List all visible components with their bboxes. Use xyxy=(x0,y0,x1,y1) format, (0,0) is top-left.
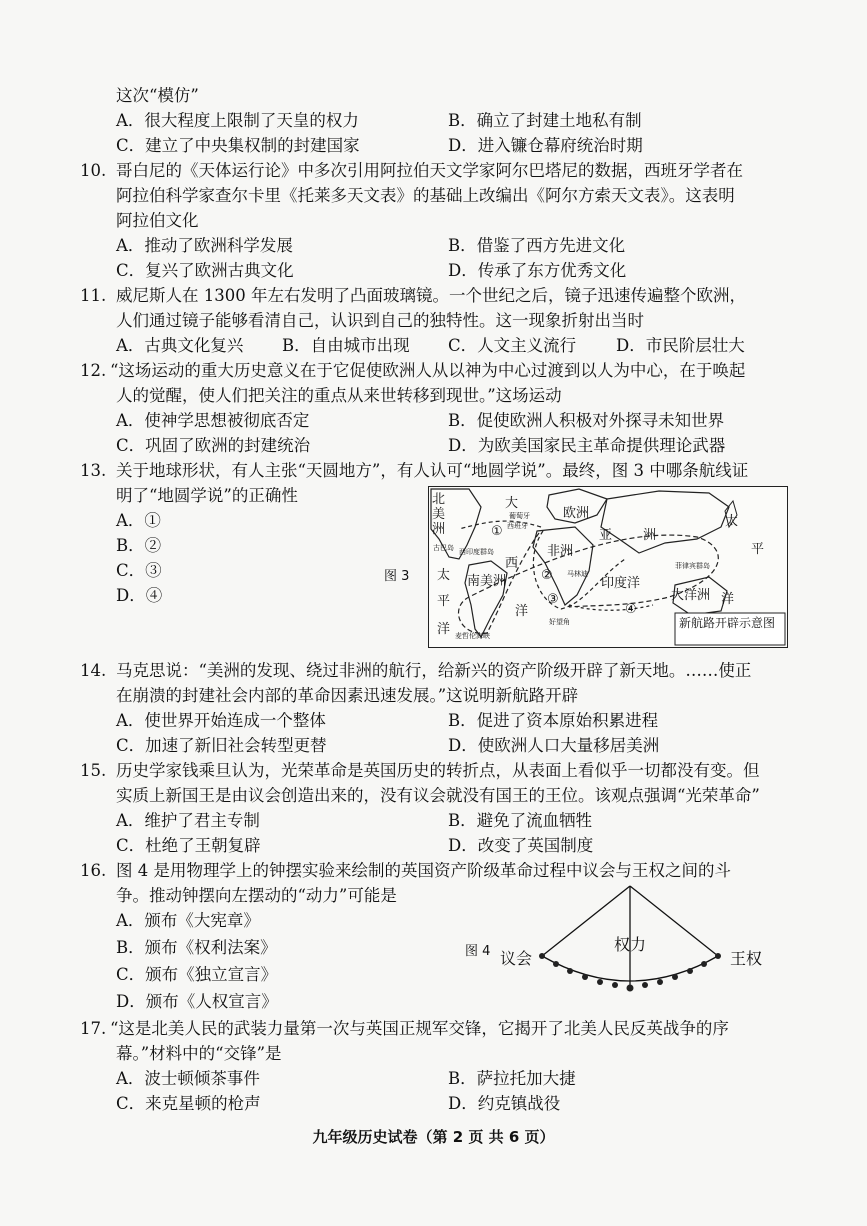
q10-line1: 哥白尼的《天体运行论》中多次引用阿拉伯天文学家阿尔巴塔尼的数据，西班牙学者在 xyxy=(116,161,743,180)
map-label-xi: 西 xyxy=(505,556,519,571)
q10-option-b: B．借鉴了西方先进文化 xyxy=(448,236,626,255)
map-label-taiping4: 平 xyxy=(437,594,451,609)
route-4-marker: ④ xyxy=(625,602,637,617)
map-label-yang2: 洋 xyxy=(437,622,451,637)
pendulum-drawing xyxy=(530,884,730,996)
q13-option-b: B．② xyxy=(116,536,162,555)
q10-number: 10. xyxy=(80,161,107,180)
q17-line1: “这是北美人民的武装力量第一次与英国正规军交锋，它揭开了北美人民反英战争的序 xyxy=(110,1019,729,1038)
map-label-north: 北 xyxy=(432,492,446,507)
map-label-africa: 非洲 xyxy=(547,544,574,559)
q13-number: 13. xyxy=(80,461,107,480)
map-label-asia2: 洲 xyxy=(643,528,657,543)
q13-option-d: D．④ xyxy=(116,586,163,605)
q11-option-b: B．自由城市出现 xyxy=(282,336,410,355)
map-label-portugal: 葡萄牙 xyxy=(509,512,530,520)
map-label-west-indies: 西印度群岛 xyxy=(459,548,494,556)
pendulum-top-label: 权力 xyxy=(614,935,647,954)
q11-option-a: A．古典文化复兴 xyxy=(116,336,244,355)
map-label-europe: 欧洲 xyxy=(563,506,590,521)
q16-option-a: A．颁布《大宪章》 xyxy=(116,911,260,930)
map-label-malindi: 马林迪 xyxy=(567,570,588,578)
q10-option-d: D．传承了东方优秀文化 xyxy=(448,261,627,280)
map-label-indian-ocean: 印度洋 xyxy=(601,576,641,591)
q16-line2: 争。推动钟摆向左摆动的“动力”可能是 xyxy=(116,886,397,905)
q14-line1: 马克思说：“美洲的发现、绕过非洲的航行，给新兴的资产阶级开辟了新天地。……使正 xyxy=(116,661,752,680)
q9-option-c: C．建立了中央集权制的封建国家 xyxy=(116,136,360,155)
q14-number: 14. xyxy=(80,661,107,680)
q16-line1: 图 4 是用物理学上的钟摆实验来绘制的英国资产阶级革命过程中议会与王权之间的斗 xyxy=(116,861,731,880)
map-label-cuba: 古巴岛 xyxy=(433,544,454,552)
q13-line1: 关于地球形状，有人主张“天圆地方”，有人认可“地圆学说”。最终，图 3 中哪条航线证 xyxy=(116,461,749,480)
map-label-mei: 美 xyxy=(432,507,446,522)
q12-option-b: B．促使欧洲人积极对外探寻未知世界 xyxy=(448,411,725,430)
q10-line3: 阿拉伯文化 xyxy=(116,211,199,230)
q9-stem-tail: 这次“模仿” xyxy=(116,86,199,105)
q17-number: 17. xyxy=(80,1019,107,1038)
q16-option-b: B．颁布《权利法案》 xyxy=(116,938,277,957)
route-2-marker: ② xyxy=(541,568,553,583)
q17-option-a: A．波士顿倾茶事件 xyxy=(116,1069,260,1088)
q17-option-c: C．来克星顿的枪声 xyxy=(116,1094,261,1113)
map-label-zhou: 洲 xyxy=(432,522,446,537)
map-label-south-america: 南美洲 xyxy=(467,574,507,589)
q12-line1: “这场运动的重大历史意义在于它促使欧洲人从以神为中心过渡到以人为中心，在于唤起 xyxy=(110,361,746,380)
q15-line1: 历史学家钱乘旦认为，光荣革命是英国历史的转折点，从表面上看似乎一切都没有变。但 xyxy=(116,761,760,780)
q13-option-c: C．③ xyxy=(116,561,162,580)
q17-option-b: B．萨拉托加大捷 xyxy=(448,1069,576,1088)
page-footer: 九年级历史试卷（第 2 页 共 6 页） xyxy=(312,1128,555,1146)
map-label-spain: 西班牙 xyxy=(507,522,528,530)
map-label-oceania: 大洋洲 xyxy=(671,588,711,603)
map-label-yang: 洋 xyxy=(515,604,529,619)
pendulum-right-label: 王权 xyxy=(730,949,763,968)
q14-line2: 在崩溃的封建社会内部的革命因素迅速发展。”这说明新航路开辟 xyxy=(116,686,579,705)
map-label-da: 大 xyxy=(505,496,519,511)
q13-option-a: A．① xyxy=(116,511,161,530)
q12-option-d: D．为欧美国家民主革命提供理论武器 xyxy=(448,436,726,455)
q17-option-d: D．约克镇战役 xyxy=(448,1094,561,1113)
map-label-philippines: 菲律宾群岛 xyxy=(675,562,710,570)
q11-line1: 威尼斯人在 1300 年左右发明了凸面玻璃镜。一个世纪之后，镜子迅速传遍整个欧洲， xyxy=(116,286,746,305)
q14-option-d: D．使欧洲人口大量移居美洲 xyxy=(448,736,660,755)
map-label-asia1: 亚 xyxy=(599,528,613,543)
q15-number: 15. xyxy=(80,761,107,780)
q15-option-c: C．杜绝了王朝复辟 xyxy=(116,836,261,855)
q12-option-c: C．巩固了欧洲的封建统治 xyxy=(116,436,311,455)
q16-option-d: D．颁布《人权宣言》 xyxy=(116,992,278,1011)
map-label-taiping1: 太 xyxy=(725,514,739,529)
map-label-taiping2: 平 xyxy=(751,542,765,557)
q16-option-c: C．颁布《独立宣言》 xyxy=(116,965,278,984)
q11-line2: 人们通过镜子能够看清自己，认识到自己的独特性。这一现象折射出当时 xyxy=(116,311,644,330)
figure-4-label: 图 4 xyxy=(465,944,491,959)
q11-option-d: D．市民阶层壮大 xyxy=(616,336,745,355)
q15-option-a: A．维护了君主专制 xyxy=(116,811,260,830)
q10-line2: 阿拉伯科学家查尔卡里《托莱多天文表》的基础上改编出《阿尔方索天文表》。这表明 xyxy=(116,186,735,205)
pendulum-left-label: 议会 xyxy=(500,949,533,968)
q9-option-b: B．确立了封建土地私有制 xyxy=(448,111,642,130)
q9-option-d: D．进入镰仓幕府统治时期 xyxy=(448,136,643,155)
q11-option-c: C．人文主义流行 xyxy=(448,336,577,355)
map-label-cape: 好望角 xyxy=(549,618,570,626)
q15-line2: 实质上新国王是由议会创造出来的，没有议会就没有国王的王位。该观点强调“光荣革命” xyxy=(116,786,760,805)
q9-option-a: A．很大程度上限制了天皇的权力 xyxy=(116,111,359,130)
q14-option-c: C．加速了新旧社会转型更替 xyxy=(116,736,327,755)
q11-number: 11. xyxy=(80,286,107,305)
figure-3-label: 图 3 xyxy=(384,569,410,584)
q10-option-c: C．复兴了欧洲古典文化 xyxy=(116,261,294,280)
new-sea-routes-map xyxy=(428,486,788,648)
q14-option-b: B．促进了资本原始积累进程 xyxy=(448,711,659,730)
map-label-taiping3: 太 xyxy=(437,568,451,583)
q17-line2: 幕。”材料中的“交锋”是 xyxy=(116,1044,282,1063)
q15-option-b: B．避免了流血牺牲 xyxy=(448,811,593,830)
q16-number: 16. xyxy=(80,861,107,880)
q12-line2: 人的觉醒，使人们把关注的重点从来世转移到现世。”这场运动 xyxy=(116,386,562,405)
q12-option-a: A．使神学思想被彻底否定 xyxy=(116,411,310,430)
route-1-marker: ① xyxy=(491,524,503,539)
route-3-marker: ③ xyxy=(547,592,559,607)
q12-number: 12. xyxy=(80,361,107,380)
map-label-yang3: 洋 xyxy=(721,592,735,607)
map-caption: 新航路开辟示意图 xyxy=(679,616,776,630)
q15-option-d: D．改变了英国制度 xyxy=(448,836,594,855)
q10-option-a: A．推动了欧洲科学发展 xyxy=(116,236,293,255)
q13-line2: 明了“地圆学说”的正确性 xyxy=(116,486,298,505)
map-label-magellan: 麦哲伦海峡 xyxy=(455,632,490,640)
q14-option-a: A．使世界开始连成一个整体 xyxy=(116,711,326,730)
